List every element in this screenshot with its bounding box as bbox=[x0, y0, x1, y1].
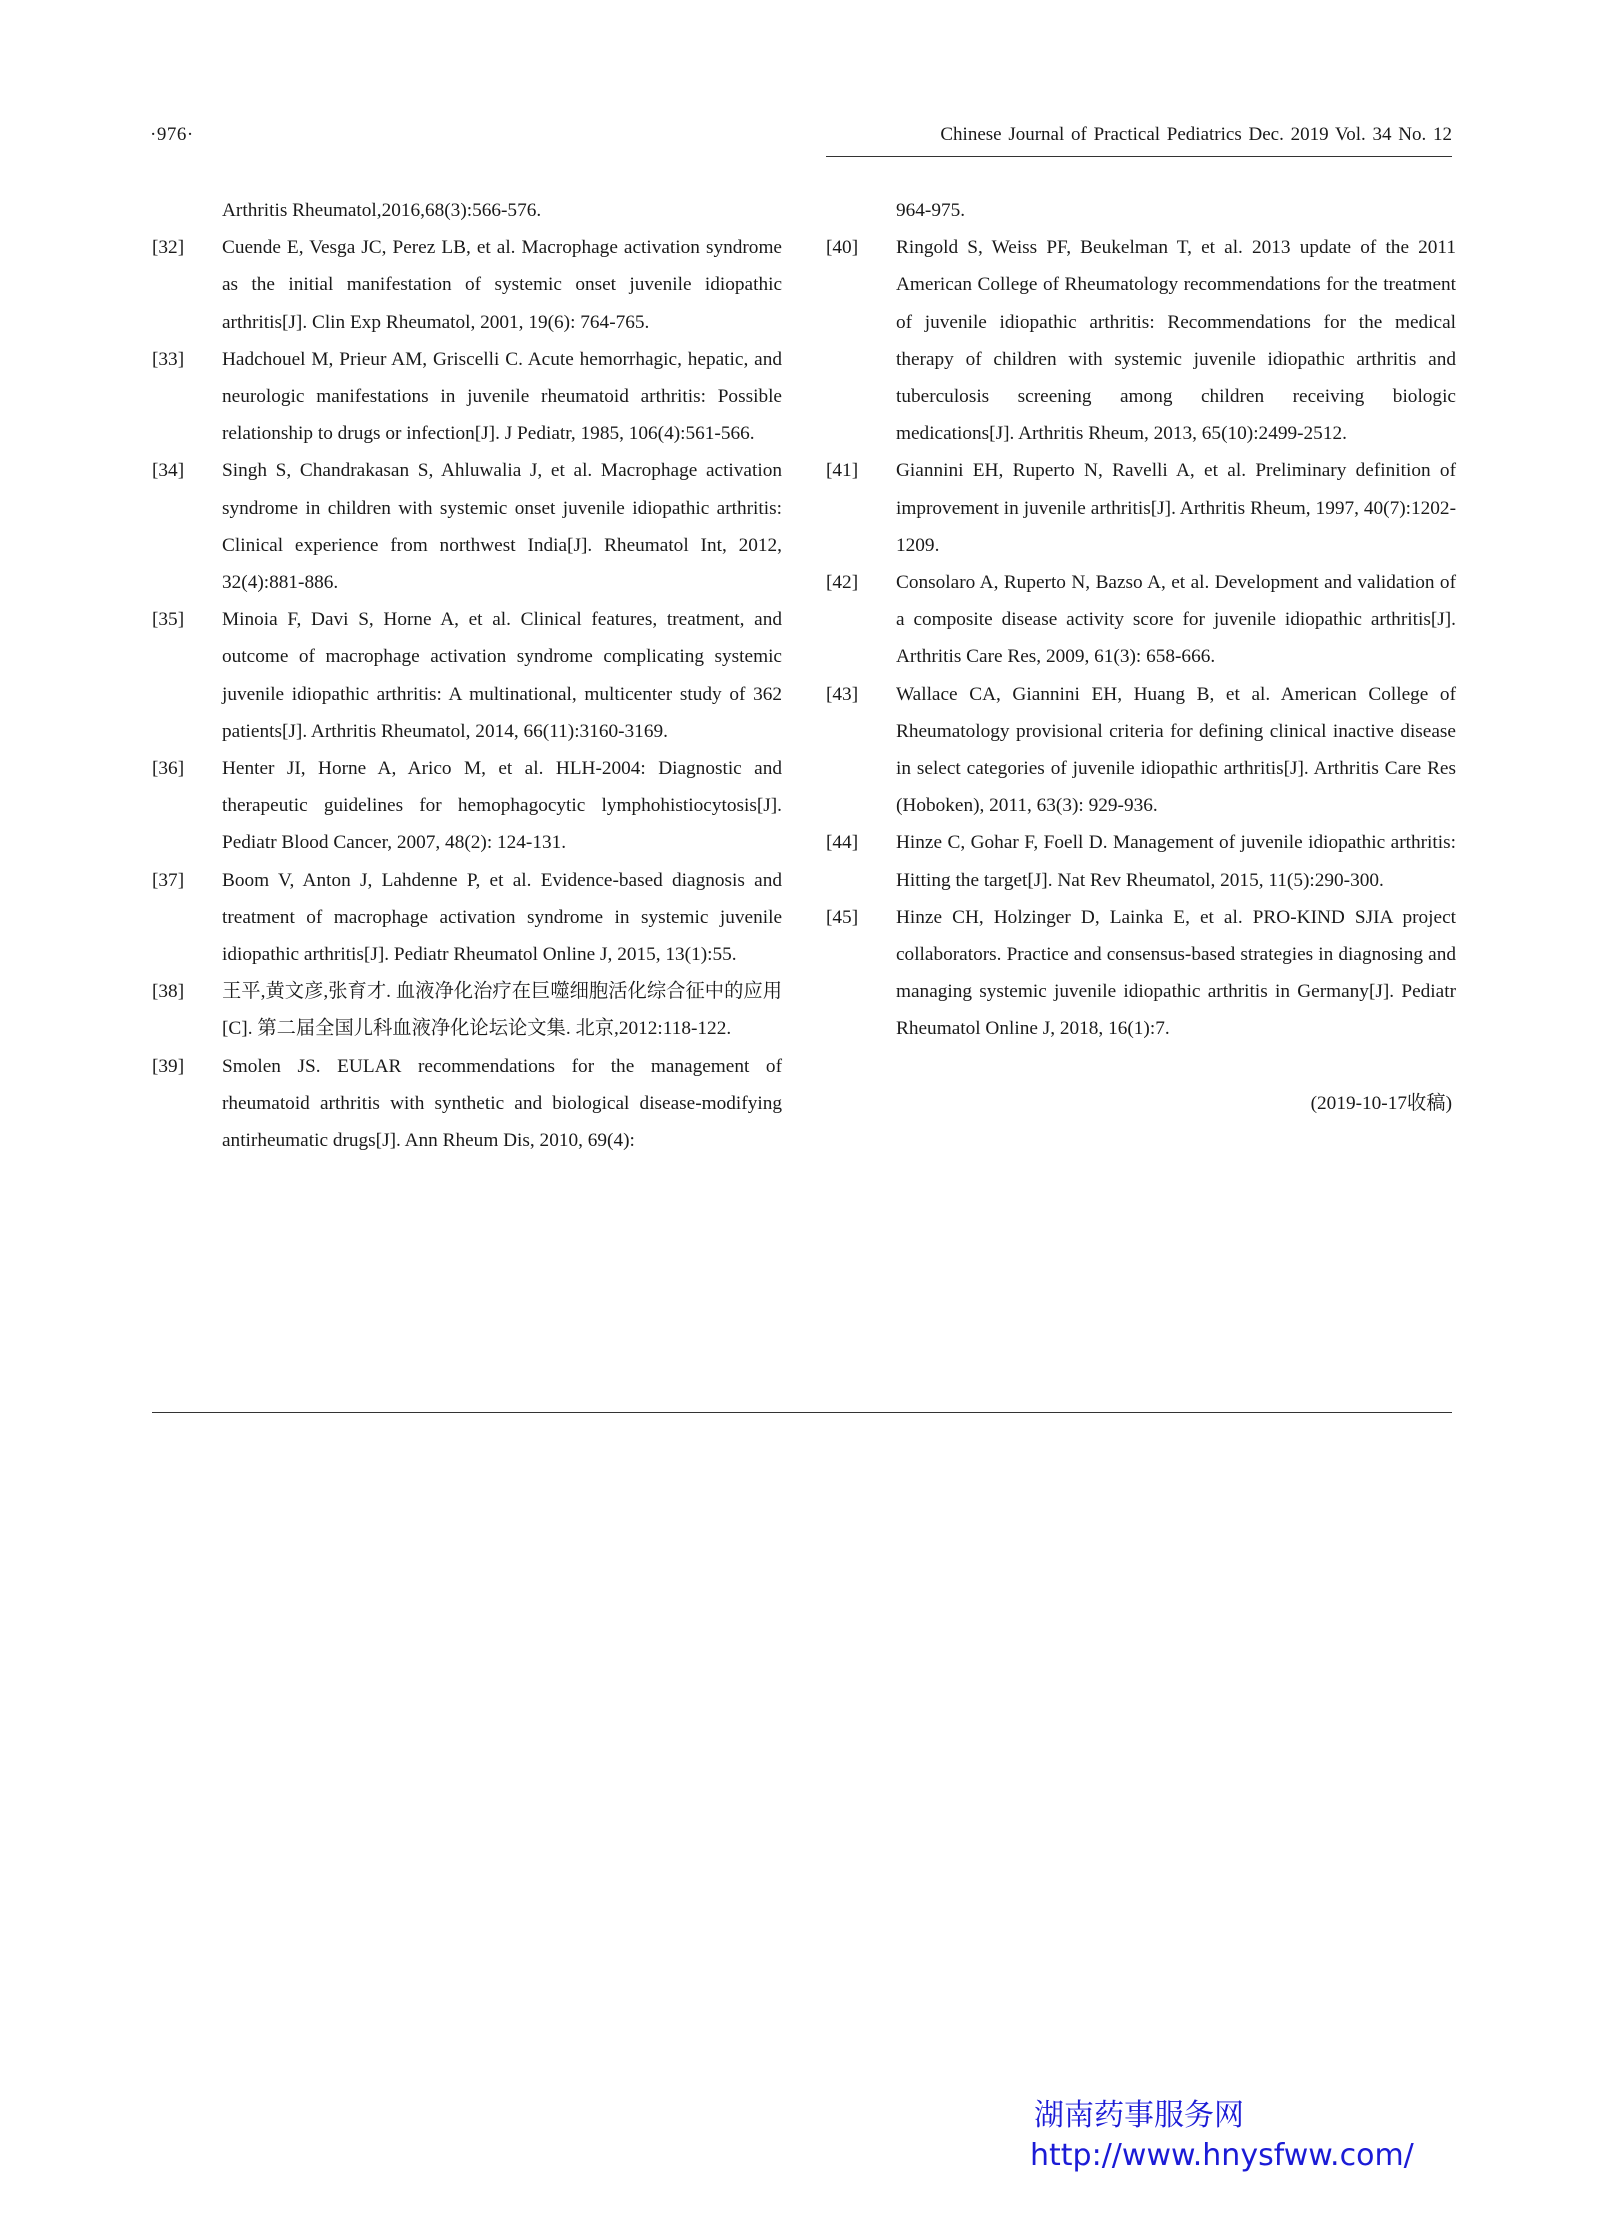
reference-text: Consolaro A, Ruperto N, Bazso A, et al. Development and validation of a composite disease activity score for juvenile idiopathic arthritis[J]. Arthritis Care Res, 2009, 61(3): 658-666. bbox=[896, 572, 1456, 668]
reference-column-right bbox=[826, 192, 1456, 1122]
reference-text: Minoia F, Davi S, Horne A, et al. Clinical features, treatment, and outcome of macrophage activation syndrome complicating systemic juvenile idiopathic arthritis: A multinational, multicenter study of 362 patients[J]. Arthritis Rheumatol, 2014, 66(11):3160-3169. bbox=[222, 609, 782, 742]
received-date: (2019-10-17收稿) bbox=[1310, 1092, 1452, 1114]
reference-item bbox=[152, 862, 782, 974]
reference-item bbox=[826, 229, 1456, 452]
reference-number: [45] bbox=[826, 906, 859, 928]
reference-text: Hadchouel M, Prieur AM, Griscelli C. Acute hemorrhagic, hepatic, and neurologic manifestations in juvenile rheumatoid arthritis: Possible relationship to drugs or infection[J]. J Pediatr, 1985, 106(4):561-566. bbox=[222, 348, 782, 445]
reference-item bbox=[826, 564, 1456, 676]
reference-item bbox=[152, 229, 782, 341]
reference-number: [37] bbox=[152, 869, 185, 891]
reference-item bbox=[152, 601, 782, 750]
reference-column-left bbox=[152, 192, 782, 1159]
reference-number: [44] bbox=[826, 832, 859, 854]
reference-text: Cuende E, Vesga JC, Perez LB, et al. Macrophage activation syndrome as the initial manifestation of systemic onset juvenile idiopathic arthritis[J]. Clin Exp Rheumatol, 2001, 19(6): 764-765. bbox=[222, 237, 782, 333]
reference-number: [35] bbox=[152, 609, 185, 631]
reference-item bbox=[152, 973, 782, 1047]
reference-item bbox=[152, 750, 782, 862]
reference-number: [36] bbox=[152, 758, 185, 780]
reference-text: Smolen JS. EULAR recommendations for the management of rheumatoid arthritis with synthetic and biological disease-modifying antirheumatic drugs[J]. Ann Rheum Dis, 2010, 69(4): bbox=[222, 1055, 782, 1152]
reference-item bbox=[152, 1048, 782, 1160]
reference-number: [39] bbox=[152, 1055, 185, 1077]
reference-text: 王平,黄文彦,张育才. 血液净化治疗在巨噬细胞活化综合征中的应用[C]. 第二届全国儿科血液净化论坛论文集. 北京,2012:118-122. bbox=[222, 981, 782, 1040]
reference-item bbox=[152, 452, 782, 601]
reference-number: [41] bbox=[826, 460, 859, 482]
reference-number: [33] bbox=[152, 348, 185, 370]
reference-number: [38] bbox=[152, 981, 185, 1003]
reference-number: [34] bbox=[152, 460, 185, 482]
reference-item bbox=[826, 452, 1456, 564]
reference-number: [43] bbox=[826, 683, 859, 705]
reference-number: [40] bbox=[826, 237, 859, 259]
reference-text: Singh S, Chandrakasan S, Ahluwalia J, et al. Macrophage activation syndrome in children with systemic onset juvenile idiopathic arthritis: Clinical experience from northwest India[J]. Rheumatol Int, 2012, 32(4):881-886. bbox=[222, 460, 782, 594]
header-rule bbox=[826, 156, 1452, 157]
end-of-article-rule bbox=[152, 1412, 1452, 1413]
journal-running-header: Chinese Journal of Practical Pediatrics Dec. 2019 Vol. 34 No. 12 bbox=[940, 124, 1452, 145]
reference-text: Hinze C, Gohar F, Foell D. Management of juvenile idiopathic arthritis: Hitting the target[J]. Nat Rev Rheumatol, 2015, 11(5):290-300. bbox=[896, 832, 1456, 891]
page-number: ·976· bbox=[150, 124, 194, 145]
reference-item bbox=[826, 824, 1456, 898]
reference-text: Hinze CH, Holzinger D, Lainka E, et al. PRO-KIND SJIA project collaborators. Practice and consensus-based strategies in diagnosing and managing systemic juvenile idiopathic arthritis in Germany[J]. Pediatr Rheumatol Online J, 2018, 16(1):7. bbox=[896, 906, 1456, 1040]
reference-text: Ringold S, Weiss PF, Beukelman T, et al. 2013 update of the 2011 American College of Rheumatology recommendations for the treatment of juvenile idiopathic arthritis: Recommendations for the medical therapy of children with systemic juvenile idiopathic arthritis and tuberculosis screening among children receiving biologic medications[J]. Arthritis Rheum, 2013, 65(10):2499-2512. bbox=[896, 237, 1456, 445]
reference-continuation bbox=[826, 192, 1456, 229]
reference-item bbox=[152, 341, 782, 453]
watermark-url-link[interactable]: http://www.hnysfww.com/ bbox=[1030, 2138, 1414, 2173]
reference-text: Henter JI, Horne A, Arico M, et al. HLH-2004: Diagnostic and therapeutic guidelines for hemophagocytic lymphohistiocytosis[J]. Pediatr Blood Cancer, 2007, 48(2): 124-131. bbox=[222, 758, 782, 854]
reference-number: [32] bbox=[152, 237, 185, 259]
reference-text: Giannini EH, Ruperto N, Ravelli A, et al. Preliminary definition of improvement in juvenile arthritis[J]. Arthritis Rheum, 1997, 40(7):1202-1209. bbox=[896, 460, 1456, 556]
watermark bbox=[1030, 2096, 1414, 2176]
watermark-site-name: 湖南药事服务网 bbox=[1034, 2098, 1244, 2133]
reference-item bbox=[826, 899, 1456, 1048]
reference-text: 964-975. bbox=[896, 200, 966, 221]
reference-text: Boom V, Anton J, Lahdenne P, et al. Evidence-based diagnosis and treatment of macrophage activation syndrome in systemic juvenile idiopathic arthritis[J]. Pediatr Rheumatol Online J, 2015, 13(1):55. bbox=[222, 869, 782, 966]
reference-text: Wallace CA, Giannini EH, Huang B, et al. American College of Rheumatology provisional criteria for defining clinical inactive disease in select categories of juvenile idiopathic arthritis[J]. Arthritis Care Res (Hoboken), 2011, 63(3): 929-936. bbox=[896, 683, 1456, 817]
reference-number: [42] bbox=[826, 572, 859, 594]
reference-item bbox=[826, 676, 1456, 825]
reference-continuation bbox=[152, 192, 782, 229]
reference-text: Arthritis Rheumatol,2016,68(3):566-576. bbox=[222, 200, 542, 221]
